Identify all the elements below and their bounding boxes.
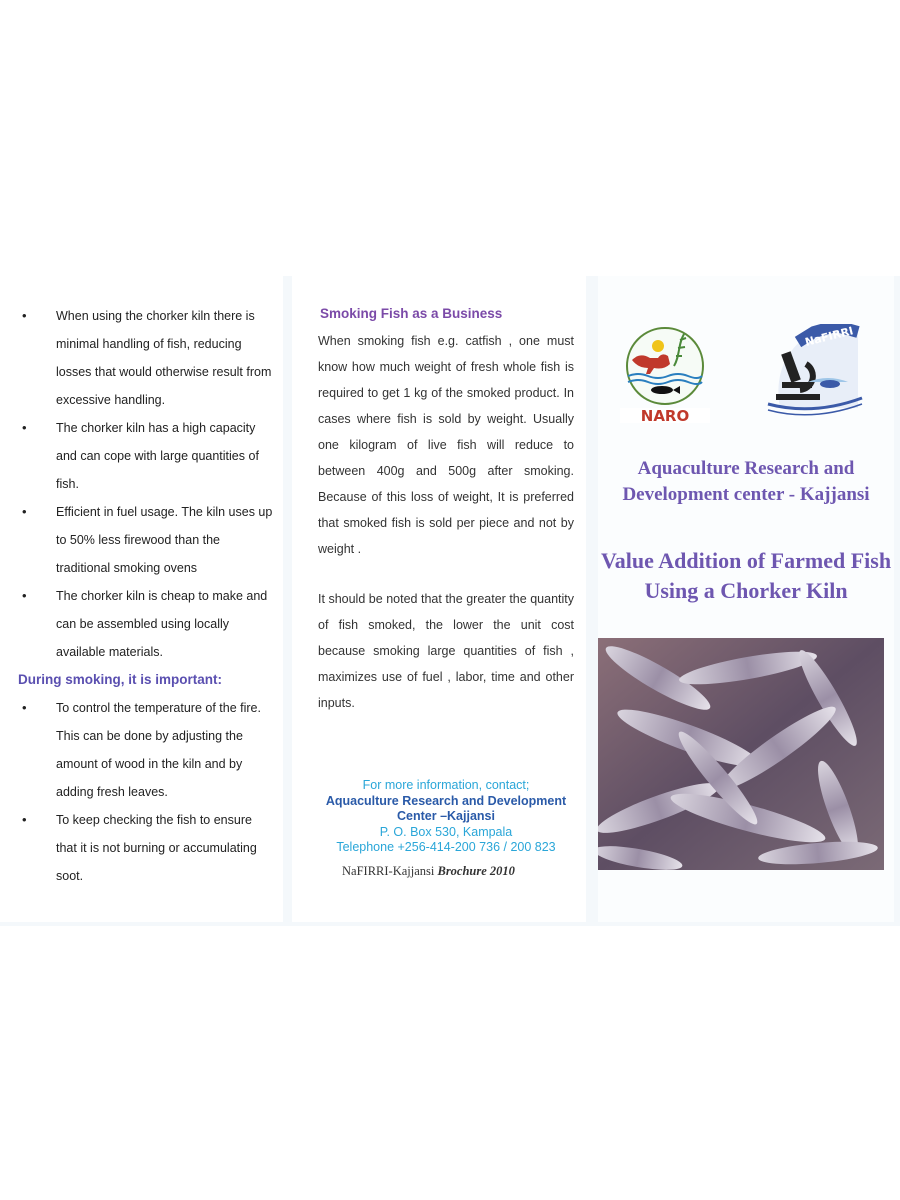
naro-logo-text: NARO bbox=[640, 407, 690, 424]
brochure-title: Value Addition of Farmed Fish Using a Chorker Kiln bbox=[600, 548, 892, 603]
contact-telephone: Telephone +256-414-200 736 / 200 823 bbox=[336, 840, 556, 854]
list-item bbox=[0, 414, 283, 498]
smoking-tips-list bbox=[0, 694, 283, 890]
list-item bbox=[0, 694, 283, 806]
business-heading: Smoking Fish as a Business bbox=[320, 306, 503, 321]
naro-logo bbox=[618, 326, 712, 424]
brochure-prefix: NaFIRRI-Kajjansi bbox=[342, 864, 435, 878]
list-item-text: The chorker kiln is cheap to make and can be assembled using locally available materials. bbox=[56, 589, 268, 659]
brochure-year: Brochure 2010 bbox=[437, 864, 515, 878]
bullet-icon: • bbox=[22, 812, 27, 827]
list-item bbox=[0, 806, 283, 890]
list-item-text: When using the chorker kiln there is minimal handling of fish, reducing losses that would otherwise result from excessive handling. bbox=[56, 309, 272, 407]
brochure-sheet bbox=[0, 276, 900, 926]
bullet-icon: • bbox=[22, 504, 27, 519]
list-item-text: Efficient in fuel usage. The kiln uses up to 50% less firewood than the traditional smoking ovens bbox=[56, 505, 273, 575]
contact-org-center: Center –Kajjansi bbox=[397, 809, 495, 823]
organization-name: Aquaculture Research and Development center - Kajjansi bbox=[622, 458, 870, 505]
business-paragraph-2: It should be noted that the greater the quantity of fish smoked, the lower the unit cost because smoking large quantities of fish , maximizes use of fuel , labor, time and other inputs. bbox=[318, 592, 574, 710]
nafirri-logo bbox=[758, 324, 868, 422]
bullet-icon: • bbox=[22, 420, 27, 435]
during-smoking-heading: During smoking, it is important: bbox=[18, 672, 223, 687]
business-paragraph-1: When smoking fish e.g. catfish , one must know how much weight of fresh whole fish is required to get 1 kg of the smoked product. In cases where fish is sold by weight. Usually one kilogram of live fish will reduce to between 400g and 500g after smoking. Because of this loss of weight, It is preferred that smoked fish is sold per piece and not by weight . bbox=[318, 334, 574, 556]
brochure-credit bbox=[342, 864, 515, 879]
smoked-fish-photo bbox=[598, 638, 884, 870]
kiln-advantages-list bbox=[0, 302, 283, 666]
left-panel bbox=[0, 276, 283, 922]
contact-block bbox=[292, 778, 600, 856]
list-item-text: The chorker kiln has a high capacity and can cope with large quantities of fish. bbox=[56, 421, 259, 491]
contact-org-name: Aquaculture Research and Development bbox=[325, 793, 567, 808]
list-item bbox=[0, 302, 283, 414]
cover-panel bbox=[598, 276, 894, 922]
bullet-icon: • bbox=[22, 588, 27, 603]
middle-panel bbox=[292, 276, 586, 922]
list-item bbox=[0, 498, 283, 582]
bullet-icon: • bbox=[22, 700, 27, 715]
list-item bbox=[0, 582, 283, 666]
list-item-text: To keep checking the fish to ensure that it is not burning or accumulating soot. bbox=[56, 813, 257, 883]
contact-intro: For more information, contact; bbox=[362, 778, 530, 792]
nafirri-logo-text: NaFIRRI bbox=[803, 324, 855, 349]
list-item-text: To control the temperature of the fire. This can be done by adjusting the amount of wood in the kiln and by adding fresh leaves. bbox=[56, 701, 261, 799]
bullet-icon: • bbox=[22, 308, 27, 323]
contact-address: P. O. Box 530, Kampala bbox=[379, 824, 513, 839]
